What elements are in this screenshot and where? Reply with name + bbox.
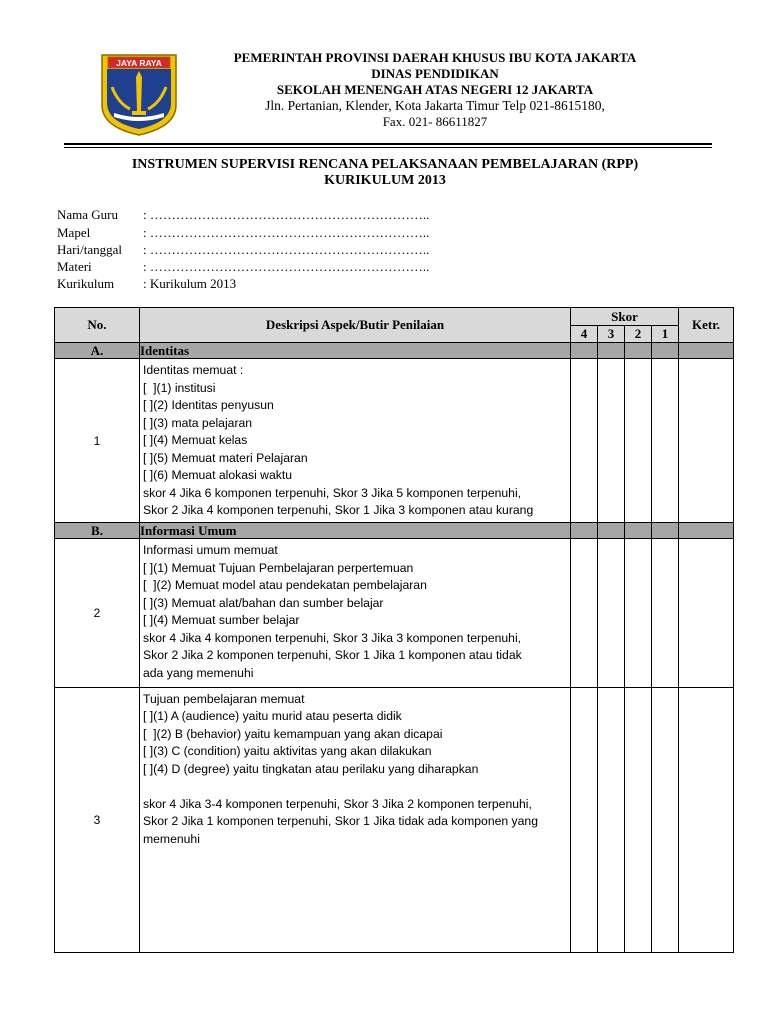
keterangan-cell[interactable] [679,687,734,952]
field-label: Mapel [57,225,91,240]
description-line: Skor 2 Jika 2 komponen terpenuhi, Skor 1 Jika 1 komponen atau tidak [143,648,522,663]
description-blank-line [143,778,568,796]
score-cell-2[interactable] [625,359,652,523]
section-name: Identitas [140,343,571,359]
letterhead-school: SEKOLAH MENENGAH ATAS NEGERI 12 JAKARTA [276,82,594,97]
description-line: Identitas memuat : [143,363,244,378]
keterangan-cell[interactable] [679,539,734,687]
table-row-item-2 [55,539,734,687]
header-score-4: 4 [571,326,598,343]
field-value: : ……………………………………………………….. [143,207,430,222]
letterhead-government: PEMERINTAH PROVINSI DAERAH KHUSUS IBU KOTA JAKARTA [233,50,637,65]
field-label: Materi [57,259,92,274]
description-line: skor 4 Jika 4 komponen terpenuhi, Skor 3 Jika 3 komponen terpenuhi, [143,630,522,645]
description-line: Informasi umum memuat [143,543,278,558]
description-line: ada yang memenuhi [143,665,254,680]
field-value: : Kurikulum 2013 [143,276,237,291]
score-cell-3[interactable] [598,687,625,952]
field-nama-guru [57,207,429,222]
description-line: [ ](2) Memuat model atau pendekatan pembelajaran [143,578,427,593]
header-skor: Skor [571,308,679,326]
item-description [140,539,571,687]
rubric-table [54,307,734,953]
header-score-2: 2 [625,326,652,343]
description-line: Skor 2 Jika 1 komponen terpenuhi, Skor 1 Jika tidak ada komponen yang [143,814,538,829]
description-line: [ ](3) mata pelajaran [143,415,253,430]
description-line: [ ](4) D (degree) yaitu tingkatan atau perilaku yang diharapkan [143,761,479,776]
description-line: Skor 2 Jika 4 komponen terpenuhi, Skor 1 Jika 3 komponen atau kurang [143,503,534,518]
item-number: 2 [55,539,140,687]
item-description [140,687,571,952]
keterangan-cell[interactable] [679,359,734,523]
description-line: [ ](3) C (condition) yaitu aktivitas yang akan dilakukan [143,744,432,759]
description-line: [ ](3) Memuat alat/bahan dan sumber belajar [143,595,384,610]
field-label: Nama Guru [57,207,119,222]
description-line: [ ](2) B (behavior) yaitu kemampuan yang akan dicapai [143,726,443,741]
description-line: [ ](4) Memuat sumber belajar [143,613,300,628]
description-line: [ ](5) Memuat materi Pelajaran [143,450,308,465]
field-value: : ……………………………………………………….. [143,225,430,240]
description-line: [ ](1) A (audience) yaitu murid atau peserta didik [143,709,402,724]
header-score-1: 1 [652,326,679,343]
table-row-item-1 [55,359,734,523]
letterhead-rule-thin [64,147,712,148]
description-line: skor 4 Jika 3-4 komponen terpenuhi, Skor 3 Jika 2 komponen terpenuhi, [143,796,532,811]
description-line: memenuhi [143,831,200,846]
section-row-informasi-umum [55,523,734,539]
section-number: A. [55,343,140,359]
header-description: Deskripsi Aspek/Butir Penilaian [140,308,571,343]
score-cell-3[interactable] [598,359,625,523]
description-line: [ ](4) Memuat kelas [143,433,248,448]
score-cell-4[interactable] [571,687,598,952]
letterhead-department: DINAS PENDIDIKAN [371,66,499,81]
score-cell-2[interactable] [625,687,652,952]
jakarta-coat-of-arms-logo [100,53,178,137]
letterhead-address: Jln. Pertanian, Klender, Kota Jakarta Timur Telp 021-8615180, [265,98,605,113]
field-materi [57,259,429,274]
letterhead-fax: Fax. 021- 86611827 [382,114,488,129]
description-line: [ ](2) Identitas penyusun [143,398,274,413]
header-no: No. [55,308,140,343]
field-kurikulum [57,276,236,291]
section-name: Informasi Umum [140,523,571,539]
score-cell-1[interactable] [652,539,679,687]
description-line: Tujuan pembelajaran memuat [143,691,305,706]
score-cell-1[interactable] [652,687,679,952]
score-cell-3[interactable] [598,539,625,687]
section-number: B. [55,523,140,539]
item-description [140,359,571,523]
description-line: skor 4 Jika 6 komponen terpenuhi, Skor 3 Jika 5 komponen terpenuhi, [143,485,522,500]
document-title: INSTRUMEN SUPERVISI RENCANA PELAKSANAAN PEMBELAJARAN (RPP) [131,157,639,172]
table-row-item-3 [55,687,734,952]
score-cell-1[interactable] [652,359,679,523]
field-hari-tanggal [57,242,429,257]
score-cell-4[interactable] [571,539,598,687]
svg-text:JAYA RAYA: JAYA RAYA [116,58,162,68]
score-cell-2[interactable] [625,539,652,687]
header-keterangan: Ketr. [679,308,734,343]
document-subtitle: KURIKULUM 2013 [324,173,446,188]
letterhead-rule-thick [64,143,712,145]
field-label: Kurikulum [57,276,115,291]
field-label: Hari/tanggal [57,242,122,257]
item-number: 3 [55,687,140,952]
field-mapel [57,225,429,240]
section-row-identitas [55,343,734,359]
description-line: [ ](1) institusi [143,380,216,395]
score-cell-4[interactable] [571,359,598,523]
description-line: [ ](6) Memuat alokasi waktu [143,468,293,483]
field-value: : ……………………………………………………….. [143,242,430,257]
item-number: 1 [55,359,140,523]
description-line: [ ](1) Memuat Tujuan Pembelajaran perpertemuan [143,560,414,575]
field-value: : ……………………………………………………….. [143,259,430,274]
header-score-3: 3 [598,326,625,343]
